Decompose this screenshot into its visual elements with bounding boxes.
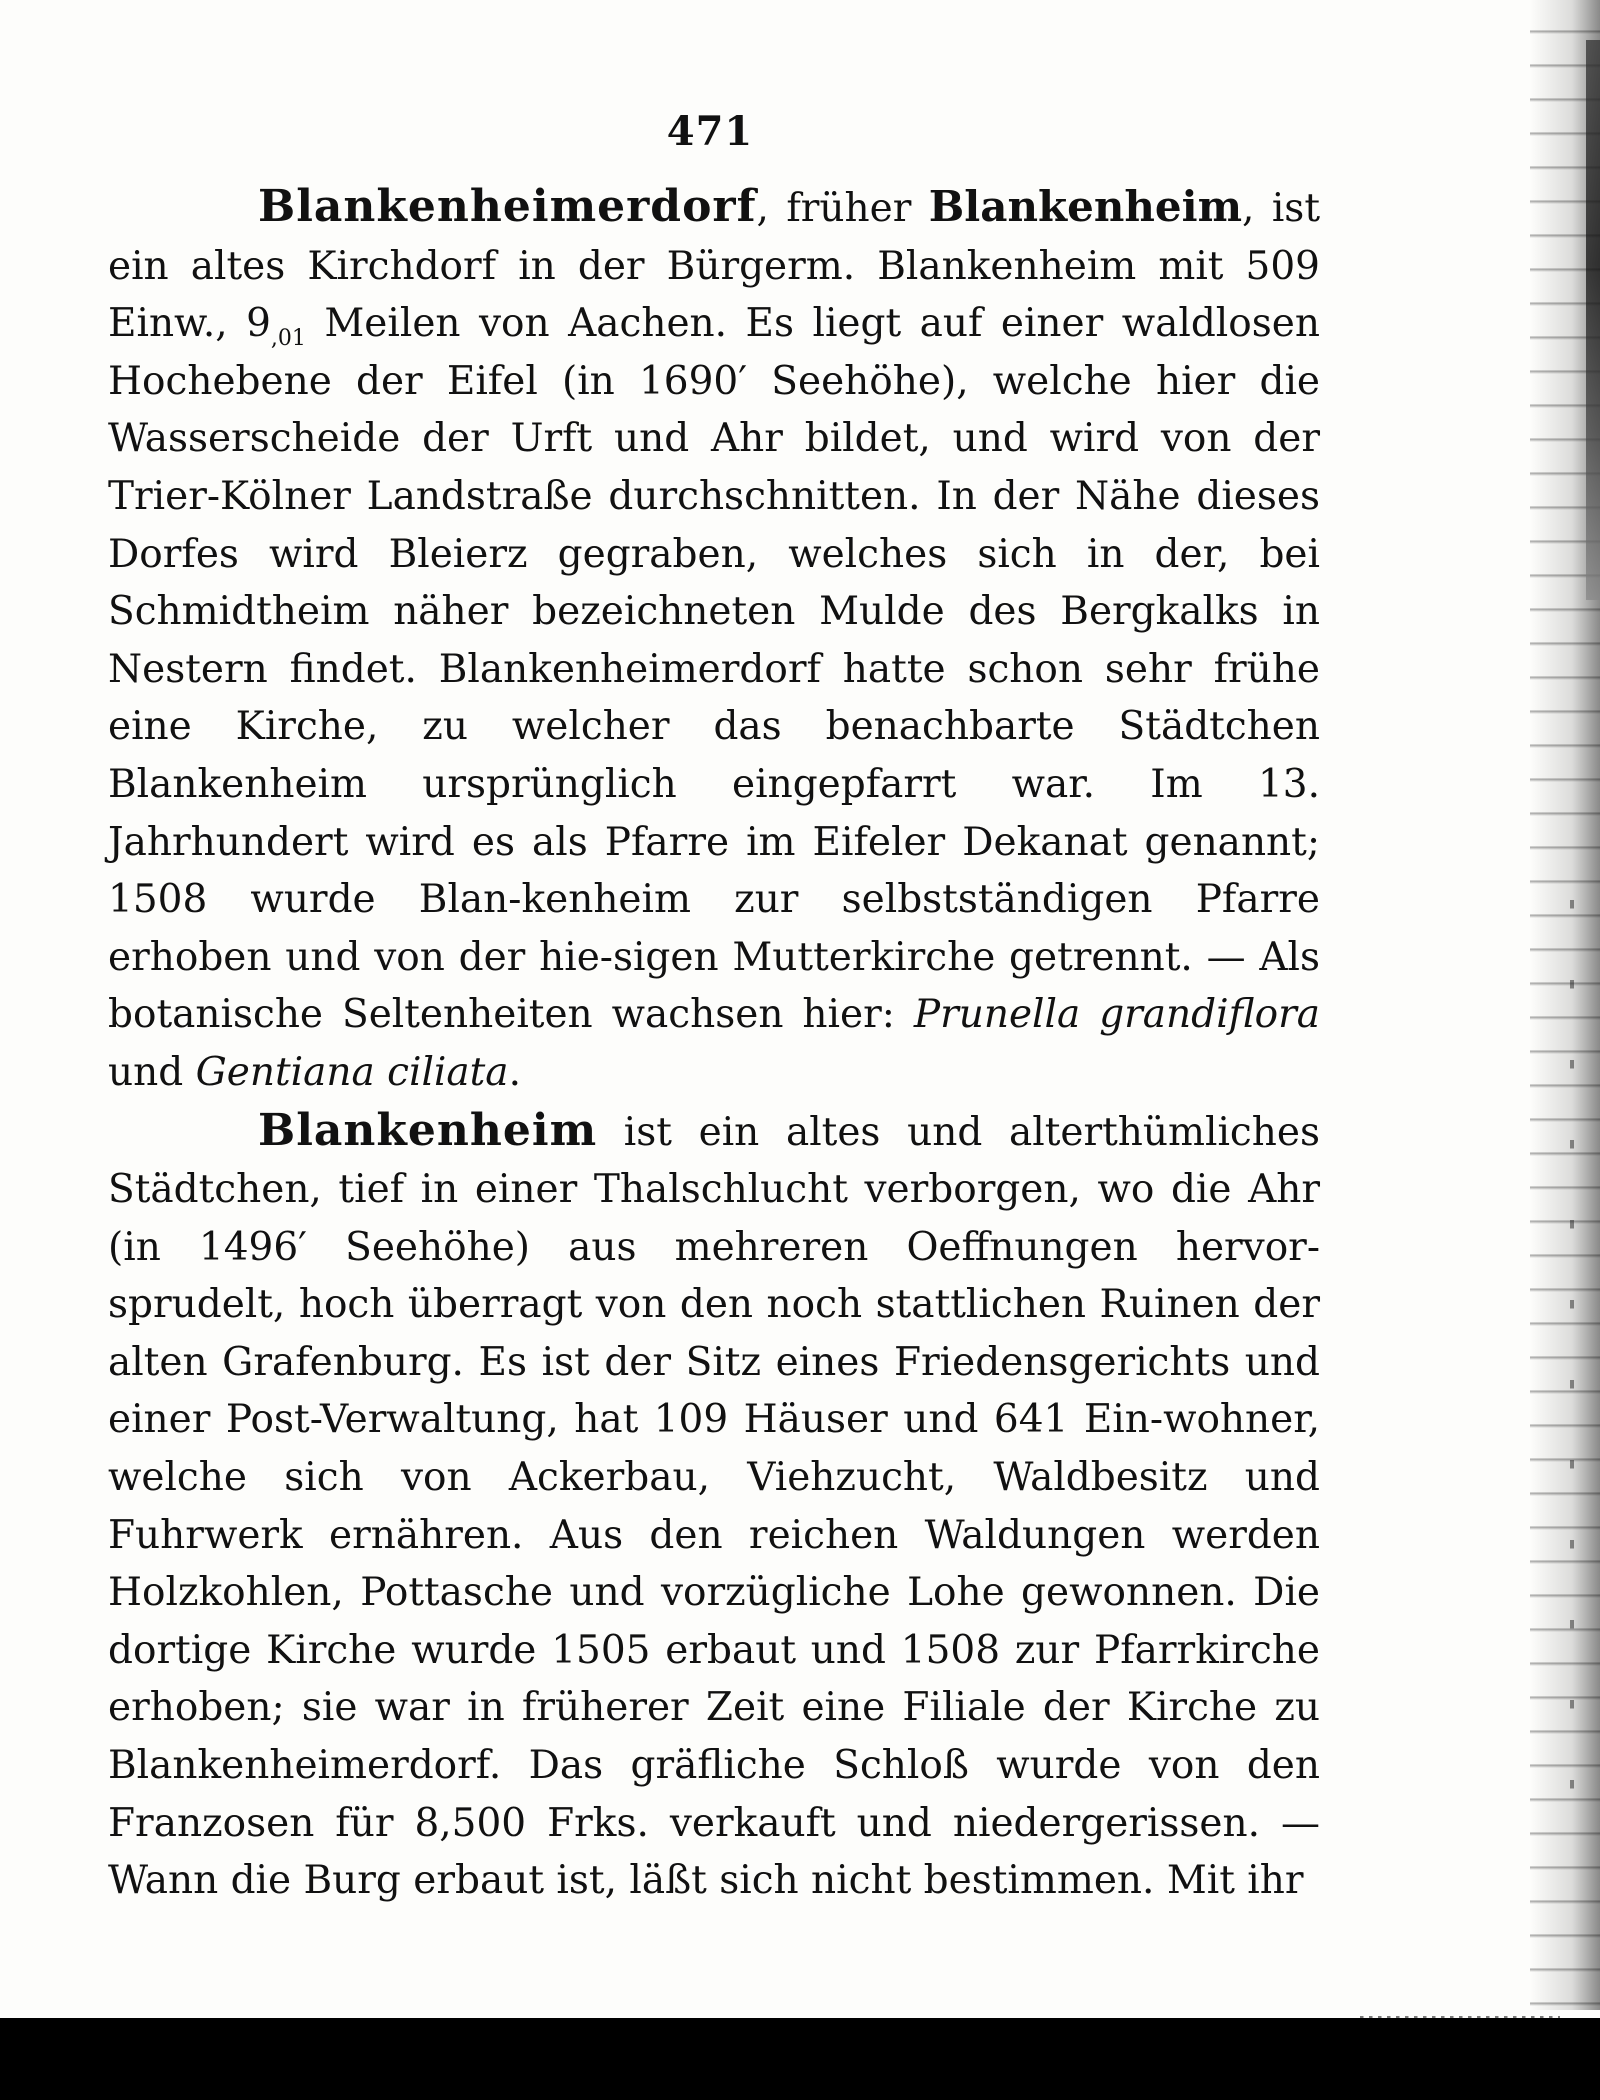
headword-blankenheim: Blankenheim [258,1104,598,1156]
scan-bottom-border [0,2018,1600,2100]
body-text [108,178,1320,1910]
latin-name-gentiana: Gentiana ciliata [195,1049,509,1095]
alt-name-blankenheim: Blankenheim [928,182,1243,231]
page-number: 471 [666,108,754,155]
entry1-text-d: . [508,1049,521,1095]
binding-edge-mark [1586,40,1600,600]
headword-blankenheimerdorf: Blankenheimerdorf [258,181,757,232]
latin-name-prunella: Prunella grandiflora [913,992,1320,1038]
entry-blankenheim [108,1102,1320,1910]
page-edge-specks [1570,900,1574,1800]
entry1-sep: , früher [756,186,929,231]
entry-blankenheimerdorf [108,178,1320,1102]
entry1-text-b: Meilen von Aachen. Es liegt auf einer waldlosen Hochebene der Eifel (in 1690′ Seehöhe), welche hier die Wasserscheide der Urft und Ahr bildet, und wird von der Trier-Kölner Landstraße durchschnitten. In der Nähe dieses Dorfes wird Bleierz gegraben, welches sich in der, bei Schmidtheim näher bezeichneten Mulde des Bergkalks in Nestern findet. Blankenheimerdorf hatte schon sehr frühe eine Kirche, zu welcher das benachbarte Städtchen Blankenheim ursprünglich eingepfarrt war. Im 13. Jahrhundert wird es als Pfarre im Eifeler Dekanat genannt; 1508 wurde Blan-kenheim zur selbstständigen Pfarre erhoben und von der hie-sigen Mutterkirche getrennt. — Als botanische Seltenheiten wachsen hier: [108,301,1320,1038]
entry1-text-c: und [108,1049,196,1095]
distance-subscript: ,01 [270,325,306,351]
entry1-text-a: , ist ein altes Kirchdorf in der Bürgerm. Blankenheim mit 509 Einw., 9 [108,186,1320,347]
entry2-text: ist ein altes und alterthümliches Städtchen, tief in einer Thalschlucht verborgen, wo die Ahr (in 1496′ Seehöhe) aus mehreren Oeffnungen hervor-sprudelt, hoch überragt von den noch stattlichen Ruinen der alten Grafenburg. Es ist der Sitz eines Friedensgerichts und einer Post-Verwaltung, hat 109 Häuser und 641 Ein-wohner, welche sich von Ackerbau, Viehzucht, Waldbesitz und Fuhrwerk ernähren. Aus den reichen Waldungen werden Holzkohlen, Pottasche und vorzügliche Lohe gewonnen. Die dortige Kirche wurde 1505 erbaut und 1508 zur Pfarrkirche erhoben; sie war in früherer Zeit eine Filiale der Kirche zu Blankenheimerdorf. Das gräfliche Schloß wurde von den Franzosen für 8,500 Frks. verkauft und niedergerissen. — Wann die Burg erbaut ist, läßt sich nicht bestimmen. Mit ihr [108,1109,1320,1904]
